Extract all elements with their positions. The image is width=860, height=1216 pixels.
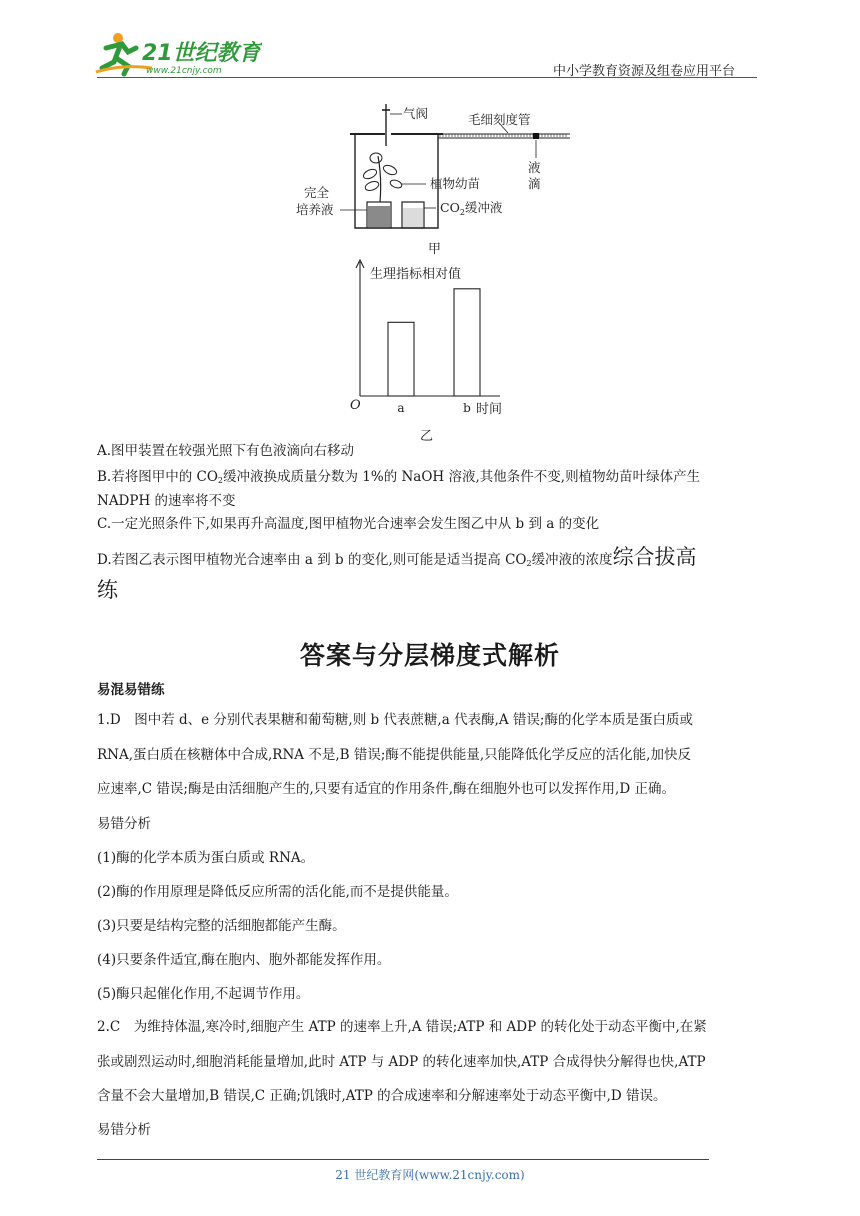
plant-seedling-icon — [362, 153, 426, 202]
tick-label-a: a — [397, 401, 405, 415]
origin-label: O — [350, 398, 361, 413]
label-droplet-1: 液 — [528, 160, 541, 175]
answer-1-line-2: RNA,蛋白质在核糖体中合成,RNA 不是,B 错误;酶不能提供能量,只能降低化学反应的活化能,加快反 — [97, 747, 691, 763]
site-logo — [92, 28, 262, 78]
section-heading-tail: 练 — [97, 578, 118, 602]
caption-jia: 甲 — [428, 242, 442, 257]
label-valve: 气阀 — [403, 106, 429, 121]
tick-label-b: b — [463, 401, 471, 415]
label-culture-2: 培养液 — [296, 202, 334, 217]
platform-name: 中小学教育资源及组卷应用平台 — [553, 64, 736, 79]
capillary-tube — [438, 124, 570, 158]
option-a: A.图甲装置在较强光照下有色液滴向右移动 — [97, 443, 355, 459]
figure-jia-apparatus — [290, 98, 580, 258]
header-divider — [97, 77, 757, 78]
bar-a — [388, 322, 414, 396]
label-droplet-2: 滴 — [528, 176, 541, 191]
figure-yi-chart — [340, 256, 540, 444]
logo-text: 21世纪教育 — [142, 41, 261, 66]
label-capillary: 毛细刻度管 — [468, 112, 531, 127]
answer-2-line-1: 2.C 为维持体温,寒冷时,细胞产生 ATP 的速率上升,A 错误;ATP 和 ADP 的转化处于动态平衡中,在紧 — [97, 1019, 707, 1035]
answer-1-line-3: 应速率,C 错误;酶是由活细胞产生的,只要有适宜的作用条件,酶在细胞外也可以发挥作用,D 正确。 — [97, 781, 675, 797]
answers-section-title: 易混易错练 — [97, 682, 165, 698]
buffer-beaker — [402, 202, 436, 228]
answer-2-line-2: 张或剧烈运动时,细胞消耗能量增加,此时 ATP 与 ADP 的转化速率加快,ATP 合成得快分解得也快,ATP — [97, 1054, 706, 1070]
option-c: C.一定光照条件下,如果再升高温度,图甲植物光合速率会发生图乙中从 b 到 a 的变化 — [97, 516, 600, 532]
label-culture-1: 完全 — [304, 185, 330, 200]
analysis-point-2: (2)酶的作用原理是降低反应所需的活化能,而不是提供能量。 — [97, 884, 458, 900]
label-buffer: $CO_2$缓冲液 — [440, 200, 503, 217]
logo-url: www.21cnjy.com — [146, 66, 222, 76]
x-axis-label: 时间 — [476, 402, 503, 417]
liquid-droplet — [533, 133, 539, 139]
bar-b — [454, 289, 480, 396]
label-seedling: 植物幼苗 — [430, 176, 481, 191]
section-heading-inline: 综合拔高 — [612, 545, 697, 569]
analysis-point-3: (3)只要是结构完整的活细胞都能产生酶。 — [97, 918, 346, 934]
analysis-point-1: (1)酶的化学本质为蛋白质或 RNA。 — [97, 850, 315, 866]
option-b-line-2: NADPH 的速率将不变 — [97, 493, 236, 509]
answers-title: 答案与分层梯度式解析 — [299, 641, 560, 670]
answer-1-line-1: 1.D 图中若 d、e 分别代表果糖和葡萄糖,则 b 代表蔗糖,a 代表酶,A 错误;酶的化学本质是蛋白质或 — [97, 712, 693, 728]
analysis-heading-1: 易错分析 — [97, 816, 151, 832]
footer-divider — [97, 1159, 709, 1160]
option-d: D.若图乙表示图甲植物光合速率由 a 到 b 的变化,则可能是适当提高 $CO_2$缓冲液的浓度综合拔高 — [97, 545, 697, 569]
valve-icon — [382, 104, 402, 146]
analysis-heading-2: 易错分析 — [97, 1122, 151, 1138]
option-b-line-1: B.若将图甲中的 $CO_2$缓冲液换成质量分数为 1%的 NaOH 溶液,其他条件不变,则植物幼苗叶绿体产生 — [97, 469, 701, 485]
culture-beaker — [340, 202, 391, 228]
footer-site: 21 世纪教育网(www.21cnjy.com) — [335, 1168, 525, 1182]
analysis-point-4: (4)只要条件适宜,酶在胞内、胞外都能发挥作用。 — [97, 952, 391, 968]
analysis-point-5: (5)酶只起催化作用,不起调节作用。 — [97, 986, 310, 1002]
caption-yi: 乙 — [420, 429, 434, 444]
y-axis-label: 生理指标相对值 — [370, 267, 462, 282]
answer-2-line-3: 含量不会大量增加,B 错误,C 正确;饥饿时,ATP 的合成速率和分解速率处于动态平衡中,D 错误。 — [97, 1088, 667, 1104]
